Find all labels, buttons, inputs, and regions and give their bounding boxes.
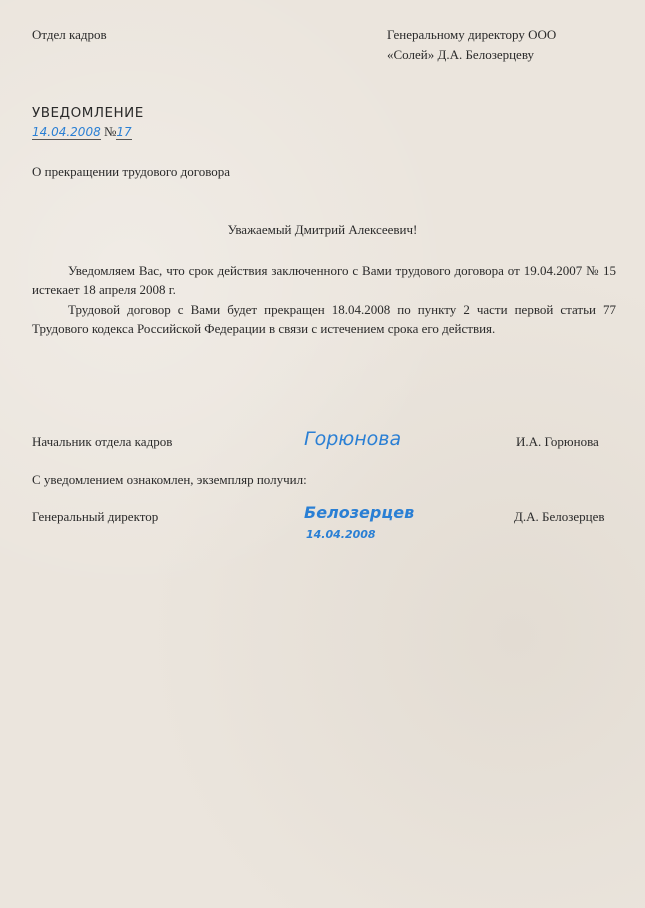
greeting: Уважаемый Дмитрий Алексеевич!	[227, 222, 418, 237]
notice-subject: О прекращении трудового договора	[32, 164, 231, 179]
recipient-line-1: Генеральному директору ООО	[387, 27, 557, 42]
notice-date-number	[32, 124, 132, 140]
notice-number-prefix: №	[103, 124, 117, 139]
hr-signature: Горюнова	[304, 428, 402, 450]
body-paragraph-1: Уведомляем Вас, что срок действия заключенного с Вами трудового договора от 19.04.2007 № 15 истекает 18 апреля 2008 г.	[32, 263, 616, 297]
recipient-line-2: «Солей» Д.А. Белозерцеву	[387, 47, 535, 62]
acknowledgement-text: С уведомлением ознакомлен, экземпляр получил:	[32, 472, 307, 487]
notice-date: 14.04.2008	[32, 125, 101, 139]
hr-position: Начальник отдела кадров	[32, 434, 173, 449]
notice-title: УВЕДОМЛЕНИЕ	[32, 105, 144, 121]
director-name: Д.А. Белозерцев	[514, 509, 605, 524]
director-sign-date: 14.04.2008	[306, 528, 376, 541]
body-paragraph-2: Трудовой договор с Вами будет прекращен 18.04.2008 по пункту 2 части первой статьи 77 Трудового кодекса Российской Федерации в связи с истечением срока его действия.	[32, 302, 616, 336]
director-position: Генеральный директор	[32, 509, 159, 524]
sender-department: Отдел кадров	[32, 27, 107, 42]
director-signature: Белозерцев	[304, 503, 415, 522]
notice-number: 17	[116, 125, 132, 139]
hr-name: И.А. Горюнова	[516, 434, 599, 449]
